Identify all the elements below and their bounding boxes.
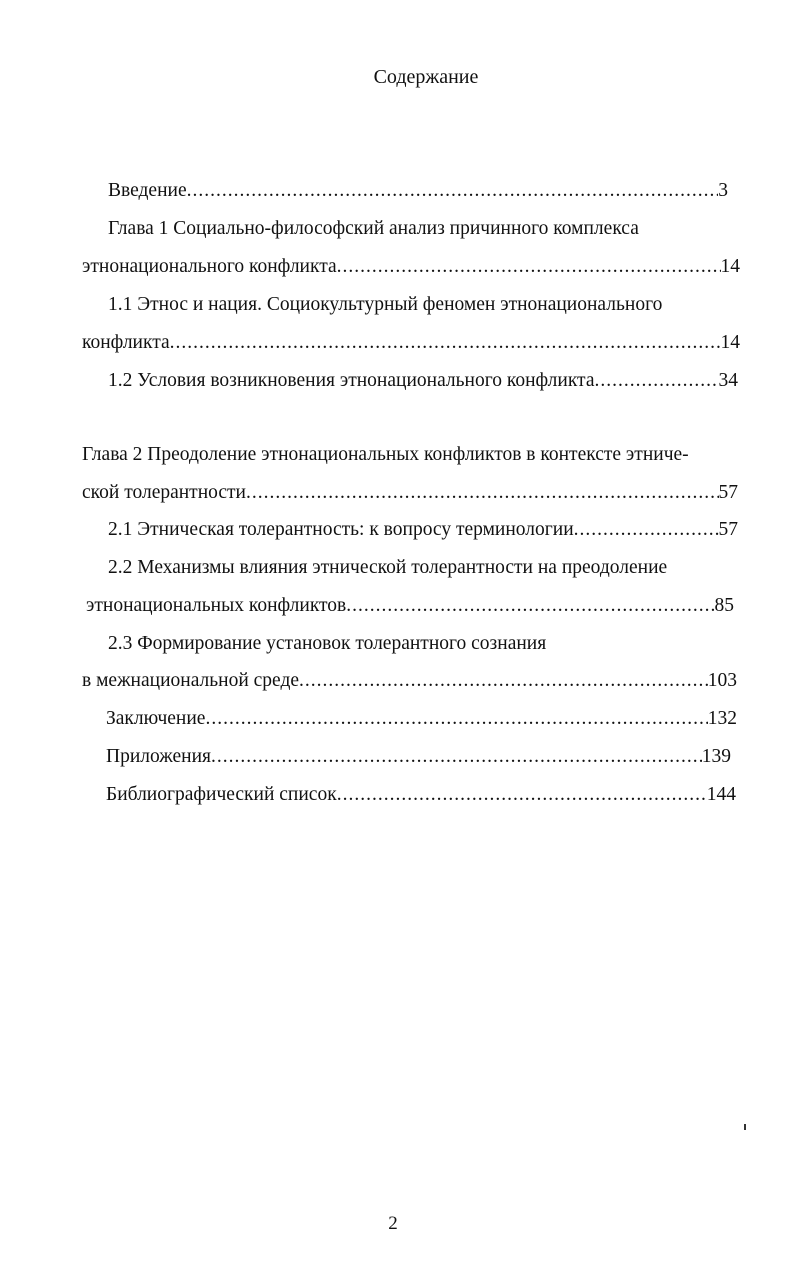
toc-leader-dots <box>170 331 721 355</box>
toc-page-number: 57 <box>718 519 738 540</box>
toc-entry-text: 2.2 Механизмы влияния этнической толерантности на преодоление <box>108 557 668 578</box>
toc-entry-section-1-2 <box>108 369 738 395</box>
page-title: Содержание <box>373 66 479 88</box>
toc-entry-chapter-1-cont <box>82 255 740 281</box>
toc-page-number: 85 <box>714 595 734 616</box>
toc-page-number: 139 <box>701 746 731 767</box>
toc-entry-text: 1.2 Условия возникновения этнонационального конфликта <box>108 370 595 391</box>
toc-entry-section-2-3-cont <box>82 669 737 695</box>
toc-entry-chapter-2-cont <box>82 481 738 507</box>
scan-speck <box>744 1124 746 1130</box>
toc-leader-dots <box>594 369 718 393</box>
toc-entry-text: 1.1 Этнос и нация. Социокультурный феномен этнонационального <box>108 294 663 315</box>
toc-entry-text: этнонациональных конфликтов <box>86 595 347 616</box>
toc-page-number: 144 <box>706 784 736 805</box>
toc-entry-text: этнонационального конфликта <box>82 256 337 277</box>
page-number: 2 <box>388 1213 398 1234</box>
toc-entry-section-1-1-cont <box>82 331 740 357</box>
toc-entry-text: Глава 1 Социально-философский анализ причинного комплекса <box>108 218 639 239</box>
toc-entry-section-2-1 <box>108 518 738 544</box>
toc-entry-text: Приложения <box>106 746 211 767</box>
toc-leader-dots <box>246 481 719 505</box>
toc-leader-dots <box>299 669 708 693</box>
toc-entry-text: 2.3 Формирование установок толерантного сознания <box>108 633 547 654</box>
toc-page-number: 132 <box>707 708 737 729</box>
toc-page-number: 3 <box>718 180 728 201</box>
toc-leader-dots <box>187 179 719 203</box>
toc-entry-section-2-3 <box>108 632 546 658</box>
toc-leader-dots <box>211 745 702 769</box>
toc-entry-section-1-1 <box>108 293 662 319</box>
toc-leader-dots <box>205 707 707 731</box>
toc-page-number: 57 <box>718 482 738 503</box>
toc-entry-bibliography <box>106 783 736 809</box>
toc-entry-introduction <box>108 179 728 205</box>
toc-entry-chapter-1 <box>108 217 639 243</box>
toc-page-number: 34 <box>718 370 738 391</box>
toc-page-number: 14 <box>720 332 740 353</box>
toc-leader-dots <box>337 255 721 279</box>
toc-entry-text: конфликта <box>82 332 170 353</box>
toc-entry-text: Введение <box>108 180 187 201</box>
toc-entry-text: Глава 2 Преодоление этнонациональных конфликтов в контексте этниче- <box>82 444 689 465</box>
toc-page-number: 103 <box>707 670 737 691</box>
toc-leader-dots <box>346 594 714 618</box>
toc-entry-text: в межнациональной среде <box>82 670 300 691</box>
toc-leader-dots <box>337 783 707 807</box>
toc-entry-conclusion <box>106 707 737 733</box>
toc-entry-text: ской толерантности <box>82 482 246 503</box>
toc-entry-section-2-2-cont <box>86 594 734 620</box>
toc-page-number: 14 <box>720 256 740 277</box>
toc-entry-chapter-2 <box>82 443 689 469</box>
toc-entry-appendices <box>106 745 731 771</box>
toc-entry-text: 2.1 Этническая толерантность: к вопросу терминологии <box>108 519 574 540</box>
toc-leader-dots <box>574 518 719 542</box>
toc-entry-section-2-2 <box>108 556 667 582</box>
toc-entry-text: Библиографический список <box>106 784 337 805</box>
toc-entry-text: Заключение <box>106 708 206 729</box>
